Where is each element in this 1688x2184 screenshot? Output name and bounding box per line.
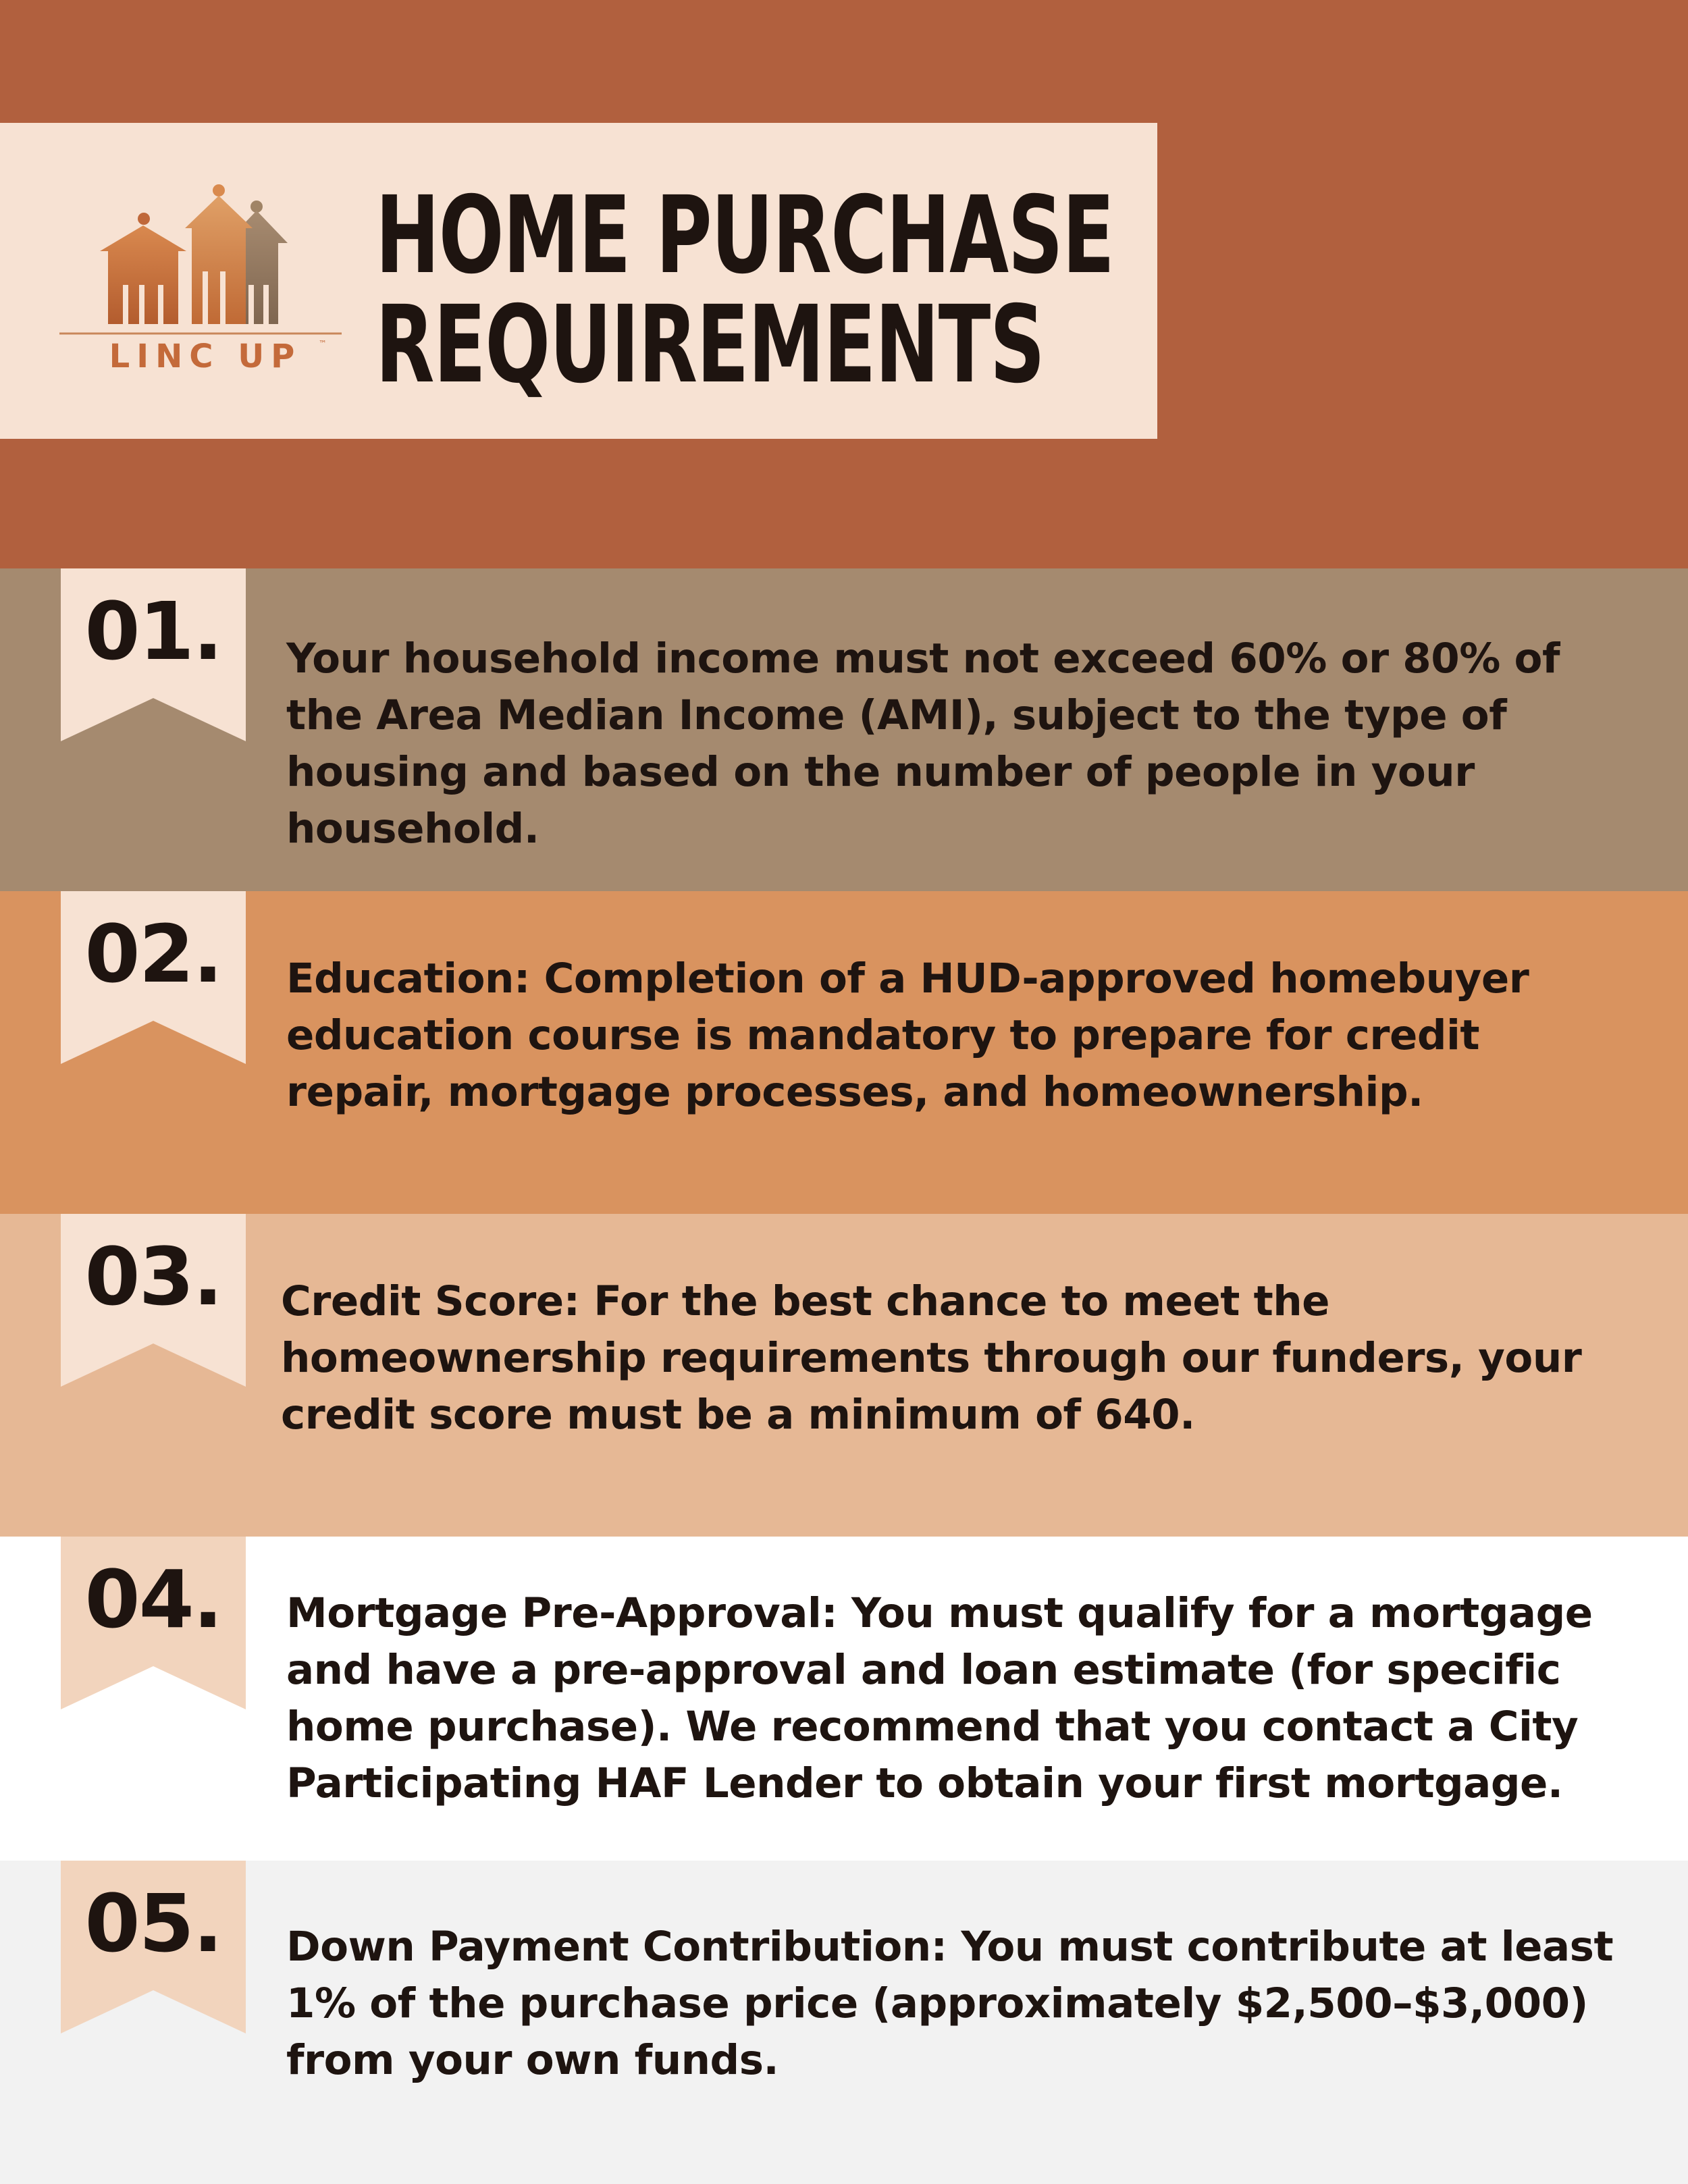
requirement-text: Education: Completion of a HUD-approved homebuyer education course is mandatory to prepare for credit repair, mortgage processes, and homeownership.	[286, 955, 1529, 1116]
logo-wordmark: LINC UP	[109, 338, 302, 375]
linc-up-logo	[59, 184, 343, 386]
header-band	[0, 0, 1688, 568]
number-badge	[61, 1214, 246, 1387]
requirement-number: 05.	[84, 1877, 222, 1970]
requirement-text: Credit Score: For the best chance to meet the homeownership requirements through our funders, your credit score must be a minimum of 640.	[281, 1277, 1582, 1439]
page-title	[375, 174, 1114, 407]
trademark-mark: ™	[319, 339, 327, 348]
requirement-number: 01.	[84, 585, 222, 678]
title-line-2: REQUIREMENTS	[375, 283, 1045, 407]
number-badge	[61, 891, 246, 1064]
requirement-text: Your household income must not exceed 60% or 80% of the Area Median Income (AMI), subject to the type of housing and based on the number of people in your household.	[286, 635, 1560, 853]
requirement-number: 04.	[84, 1553, 222, 1646]
requirement-number: 02.	[84, 907, 222, 1001]
title-card	[0, 123, 1157, 439]
requirement-text: Mortgage Pre-Approval: You must qualify for a mortgage and have a pre-approval and loan estimate (for specific home purchase). We recommend that you contact a City Participating HAF Lender to obtain your first mortgage.	[286, 1589, 1593, 1807]
requirement-row-2	[0, 891, 1688, 1214]
requirement-number: 03.	[84, 1230, 222, 1323]
title-line-1: HOME PURCHASE	[375, 174, 1114, 298]
number-badge	[61, 1861, 246, 2033]
requirement-row-1	[0, 568, 1688, 891]
requirement-row-4	[0, 1537, 1688, 1861]
requirement-row-3	[0, 1214, 1688, 1537]
requirement-row-5	[0, 1861, 1688, 2184]
requirement-text: Down Payment Contribution: You must contribute at least 1% of the purchase price (approximately $2,500–$3,000) from your own funds.	[286, 1923, 1614, 2084]
number-badge	[61, 568, 246, 741]
number-badge	[61, 1537, 246, 1709]
